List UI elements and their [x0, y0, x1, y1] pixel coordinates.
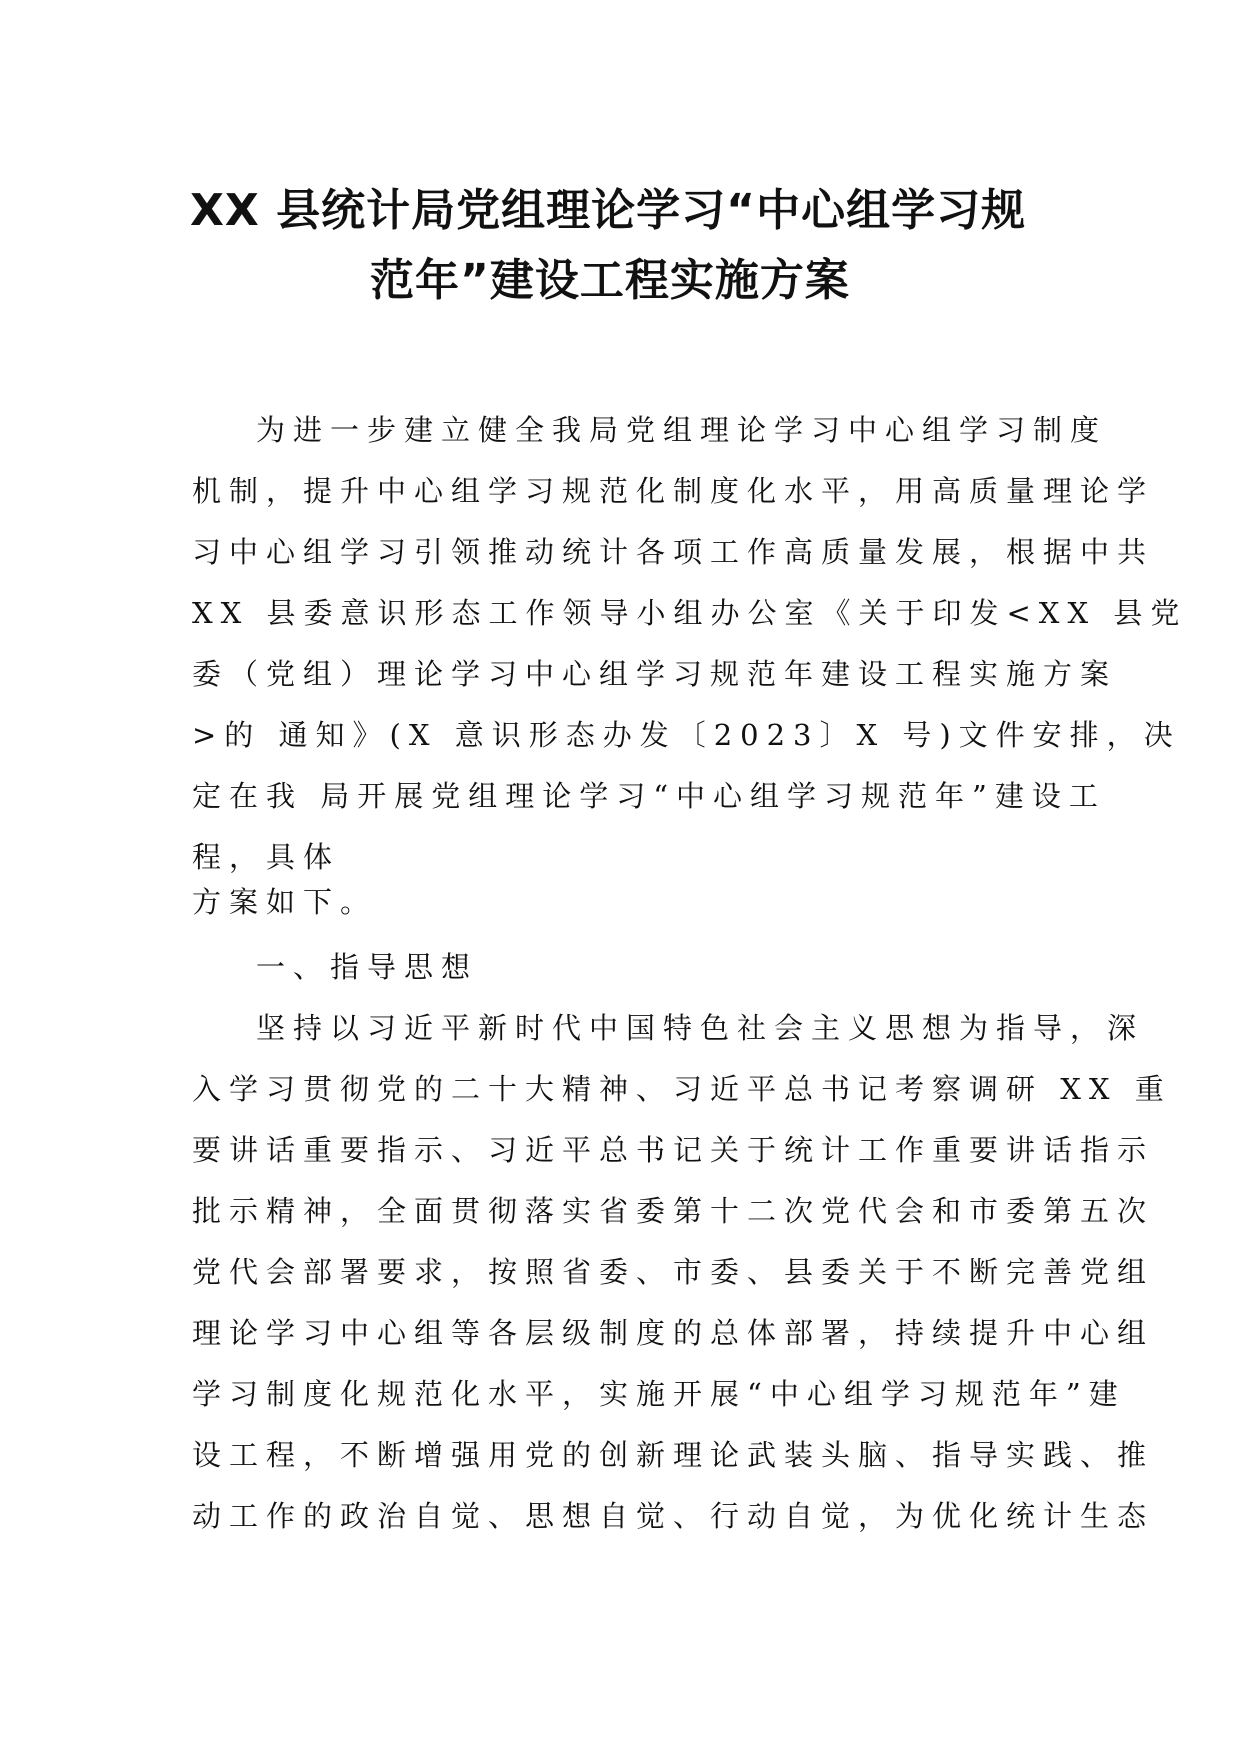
- intro-line-5: 委（党组）理论学习中心组学习规范年建设工程实施方案: [192, 657, 1118, 691]
- section-line-7: 学习制度化规范化水平，实施开展“中心组学习规范年”建: [192, 1377, 1126, 1411]
- section-line-5: 党代会部署要求，按照省委、市委、县委关于不断完善党组: [192, 1255, 1155, 1289]
- document-body: [192, 400, 1188, 1547]
- intro-line-2: 机制，提升中心组学习规范化制度化水平，用高质量理论学: [192, 474, 1155, 508]
- title-line-1: XX 县统计局党组理论学习“中心组学习规: [190, 185, 1027, 236]
- section-line-9: 动工作的政治自觉、思想自觉、行动自觉，为优化统计生态: [192, 1499, 1155, 1533]
- section-line-1: 坚持以习近平新时代中国特色社会主义思想为指导，深: [256, 1011, 1145, 1045]
- section-line-2: 入学习贯彻党的二十大精神、习近平总书记考察调研 XX 重: [192, 1072, 1172, 1106]
- intro-line-9: 方案如下。: [192, 885, 378, 919]
- intro-line-3: 习中心组学习引领推动统计各项工作高质量发展，根据中共: [192, 535, 1155, 569]
- section-line-8: 设工程，不断增强用党的创新理论武装头脑、指导实践、推: [192, 1438, 1155, 1472]
- intro-line-7: 定在我 局开展党组理论学习“中心组学习规范年”建设工: [192, 779, 1106, 813]
- intro-line-6: >的 通知》(X 意识形态办发〔2023〕X 号)文件安排，决: [192, 718, 1181, 752]
- document-title: [170, 176, 1070, 316]
- section-heading: 一、指导思想: [256, 950, 479, 984]
- title-line-2: 范年”建设工程实施方案: [370, 255, 850, 306]
- intro-line-4: XX 县委意识形态工作领导小组办公室《关于印发<XX 县党: [192, 596, 1188, 630]
- section-line-3: 要讲话重要指示、习近平总书记关于统计工作重要讲话指示: [192, 1133, 1155, 1167]
- section-line-4: 批示精神，全面贯彻落实省委第十二次党代会和市委第五次: [192, 1194, 1155, 1228]
- intro-line-1: 为进一步建立健全我局党组理论学习中心组学习制度: [256, 413, 1108, 447]
- section-line-6: 理论学习中心组等各层级制度的总体部署，持续提升中心组: [192, 1316, 1155, 1350]
- intro-line-8: 程，具体: [192, 840, 341, 874]
